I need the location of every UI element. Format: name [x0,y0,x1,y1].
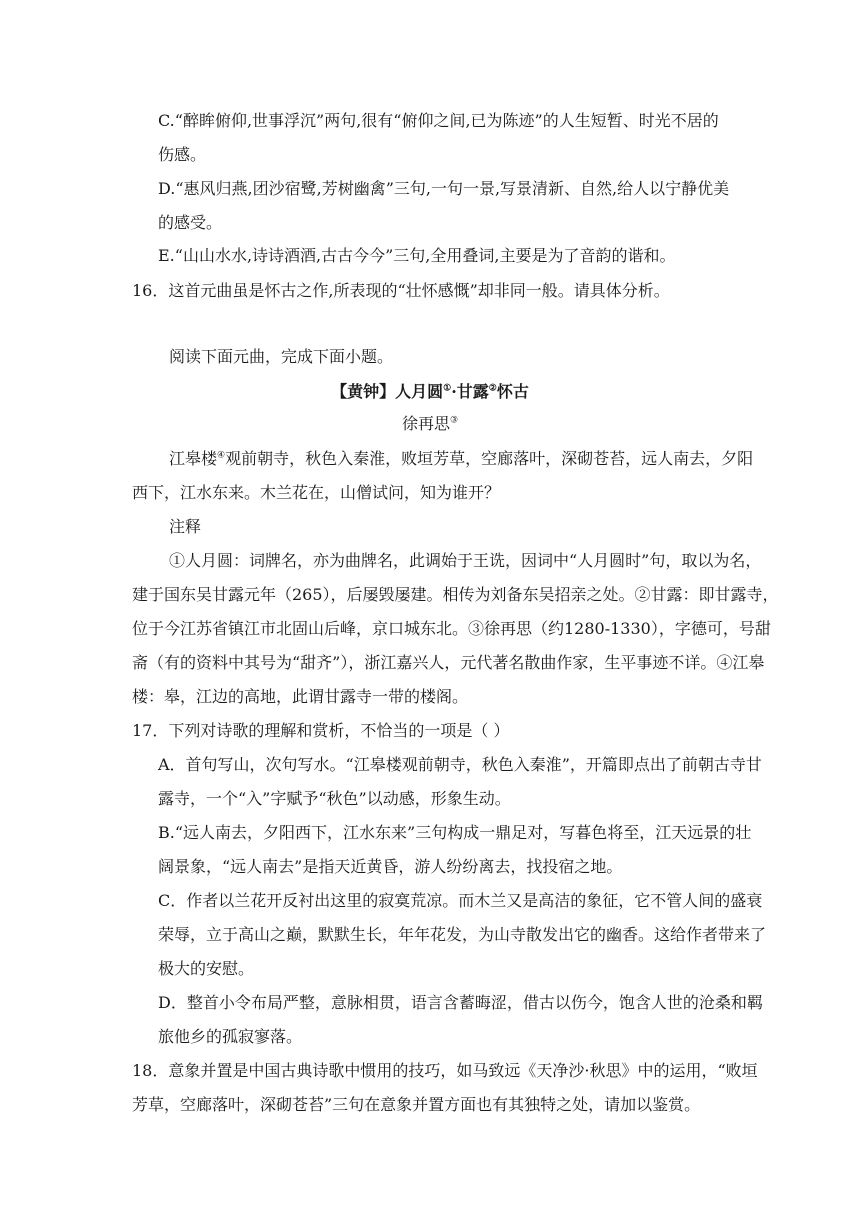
poem-title: 【黄钟】人月圆①·甘露②怀古 [331,382,529,401]
question-17: 17．下列对诗歌的理解和赏析，不恰当的一项是（ ） [132,721,510,740]
option-c-line-1: C.“醉眸俯仰,世事浮沉”两句,很有“俯仰之间,已为陈迹”的人生短暂、时光不居的 [158,111,719,130]
notes-line-4: 斋（有的资料中其号为“甜齐”），浙江嘉兴人，元代著名散曲作家，生平事迹不详。④江皋 [132,653,765,672]
notes-line-5: 楼：皋，江边的高地，此谓甘露寺一带的楼阁。 [132,687,469,706]
poem-text-line-2: 西下，江水东来。木兰花在，山僧试问，知为谁开？ [132,483,501,502]
notes-label: 注释 [169,517,202,536]
question-18-line-1: 18．意象并置是中国古典诗歌中惯用的技巧，如马致远《天净沙·秋思》中的运用，“败垣 [132,1061,758,1080]
q17-option-b-line-2: 阔景象，“远人南去”是指天近黄昏，游人纷纷离去，找投宿之地。 [158,857,623,876]
q17-option-d-line-1: D．整首小令布局严整，意脉相贯，语言含蓄晦涩，借古以伤今，饱含人世的沧桑和羁 [158,993,763,1012]
option-c-line-2: 伤感。 [158,145,207,164]
poem-author: 徐再思③ [401,414,459,433]
option-d-line-2: 的感受。 [158,213,223,232]
question-18-line-2: 芳草，空廊落叶，深砌苍苔”三句在意象并置方面也有其独特之处，请加以鉴赏。 [132,1095,701,1114]
q17-option-a-line-2: 露寺，一个“入”字赋予“秋色”以动感，形象生动。 [158,789,511,808]
q17-option-c-line-2: 荣辱，立于高山之巅，默默生长，年年花发，为山寺散发出它的幽香。这给作者带来了 [158,925,767,944]
q17-option-c-line-1: C．作者以兰花开反衬出这里的寂寞荒凉。而木兰又是高洁的象征，它不管人间的盛衰 [158,891,763,910]
reading-instruction: 阅读下面元曲，完成下面小题。 [169,347,394,366]
option-e-line: E.“山山水水,诗诗酒酒,古古今今”三句,全用叠词,主要是为了音韵的谐和。 [158,246,676,265]
question-16: 16．这首元曲虽是怀古之作,所表现的“壮怀感慨”却非同一般。请具体分析。 [132,281,670,300]
notes-line-3: 位于今江苏省镇江市北固山后峰，京口城东北。③徐再思（约1280-1330），字德可，号甜 [132,619,771,638]
poem-text-line-1: 江皋楼④观前朝寺，秋色入秦淮，败垣芳草，空廊落叶，深砌苍苔，远人南去，夕阳 [169,449,754,468]
q17-option-c-line-3: 极大的安慰。 [158,959,255,978]
q17-option-d-line-2: 旅他乡的孤寂寥落。 [158,1027,303,1046]
notes-line-2: 建于国东吴甘露元年（265），后屡毁屡建。相传为刘备东吴招亲之处。②甘露：即甘露寺， [132,585,779,604]
q17-option-b-line-1: B.“远人南去，夕阳西下，江水东来”三句构成一鼎足对，写暮色将至，江天远景的壮 [158,823,752,842]
q17-option-a-line-1: A．首句写山，次句写水。“江皋楼观前朝寺，秋色入秦淮”，开篇即点出了前朝古寺甘 [158,755,762,774]
notes-line-1: ①人月圆：词牌名，亦为曲牌名，此调始于王诜，因词中“人月圆时”句，取以为名， [169,551,762,570]
option-d-line-1: D.“惠风归燕,团沙宿鹭,芳树幽禽”三句,一句一景,写景清新、自然,给人以宁静优美 [158,179,730,198]
